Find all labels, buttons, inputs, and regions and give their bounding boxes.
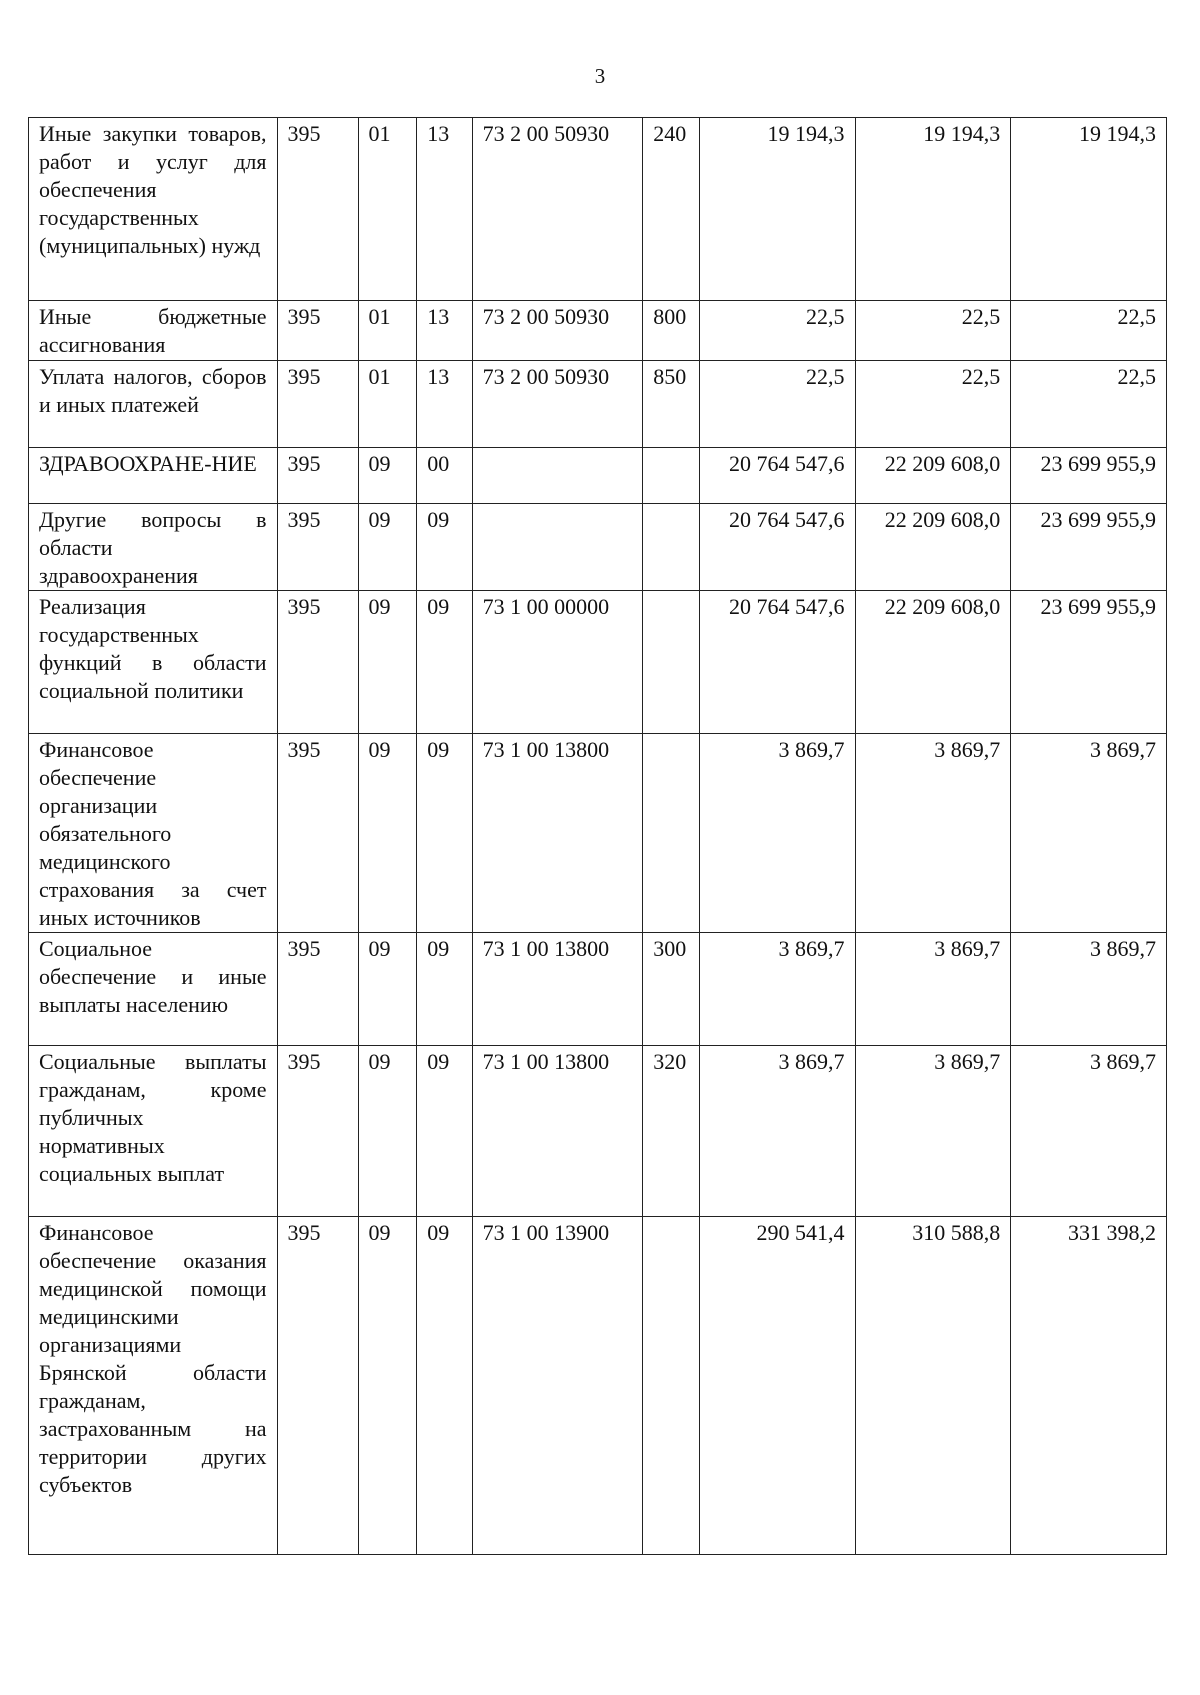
grbs-code: 395 [277,734,358,933]
subsection-code: 09 [417,1217,472,1555]
expense-type-code: 300 [643,933,700,1046]
subsection-code: 00 [417,448,472,504]
table-row [29,361,1167,448]
target-article-code: 73 2 00 50930 [472,361,643,448]
amount-year-1: 3 869,7 [699,933,855,1046]
table-row [29,448,1167,504]
target-article-code [472,504,643,591]
table-row [29,504,1167,591]
amount-year-2: 3 869,7 [855,734,1011,933]
amount-year-3: 3 869,7 [1011,933,1167,1046]
amount-year-1: 20 764 547,6 [699,591,855,734]
target-article-code: 73 1 00 13800 [472,734,643,933]
item-name: Финансовое обеспечение оказания медицинской помощи медицинскими организациями Брянской области гражданам, застрахованным на территории других субъектов [29,1217,278,1555]
grbs-code: 395 [277,504,358,591]
amount-year-2: 22,5 [855,301,1011,361]
item-name: Другие вопросы в области здравоохранения [29,504,278,591]
grbs-code: 395 [277,1217,358,1555]
target-article-code: 73 1 00 00000 [472,591,643,734]
section-code: 09 [358,1046,417,1217]
item-name: Иные закупки товаров, работ и услуг для обеспечения государственных (муниципальных) нужд [29,118,278,301]
expense-type-code: 320 [643,1046,700,1217]
amount-year-1: 19 194,3 [699,118,855,301]
amount-year-3: 23 699 955,9 [1011,448,1167,504]
target-article-code [472,448,643,504]
expense-type-code [643,448,700,504]
subsection-code: 09 [417,591,472,734]
grbs-code: 395 [277,301,358,361]
item-name: Реализация государственных функций в области социальной политики [29,591,278,734]
item-name: Социальные выплаты гражданам, кроме публичных нормативных социальных выплат [29,1046,278,1217]
grbs-code: 395 [277,1046,358,1217]
table-row [29,1046,1167,1217]
section-code: 09 [358,504,417,591]
table-row [29,118,1167,301]
amount-year-3: 23 699 955,9 [1011,504,1167,591]
target-article-code: 73 1 00 13800 [472,1046,643,1217]
section-code: 01 [358,118,417,301]
section-code: 01 [358,361,417,448]
amount-year-3: 331 398,2 [1011,1217,1167,1555]
amount-year-2: 310 588,8 [855,1217,1011,1555]
amount-year-3: 22,5 [1011,361,1167,448]
target-article-code: 73 2 00 50930 [472,118,643,301]
grbs-code: 395 [277,448,358,504]
item-name: Иные бюджетные ассигнования [29,301,278,361]
table-row [29,301,1167,361]
amount-year-2: 22 209 608,0 [855,591,1011,734]
expense-type-code [643,734,700,933]
item-name: Социальное обеспечение и иные выплаты населению [29,933,278,1046]
amount-year-1: 20 764 547,6 [699,448,855,504]
subsection-code: 09 [417,504,472,591]
budget-table [28,117,1167,1555]
table-row [29,1217,1167,1555]
item-name: ЗДРАВООХРАНЕ-НИЕ [29,448,278,504]
table-row [29,591,1167,734]
section-code: 09 [358,933,417,1046]
section-code: 09 [358,448,417,504]
item-name: Финансовое обеспечение организации обязательного медицинского страхования за счет иных источников [29,734,278,933]
table-row [29,734,1167,933]
grbs-code: 395 [277,933,358,1046]
amount-year-3: 23 699 955,9 [1011,591,1167,734]
table-row [29,933,1167,1046]
amount-year-3: 19 194,3 [1011,118,1167,301]
expense-type-code [643,504,700,591]
amount-year-1: 22,5 [699,301,855,361]
expense-type-code: 850 [643,361,700,448]
subsection-code: 13 [417,361,472,448]
target-article-code: 73 2 00 50930 [472,301,643,361]
section-code: 09 [358,1217,417,1555]
section-code: 09 [358,734,417,933]
amount-year-2: 19 194,3 [855,118,1011,301]
amount-year-3: 3 869,7 [1011,1046,1167,1217]
amount-year-3: 22,5 [1011,301,1167,361]
target-article-code: 73 1 00 13800 [472,933,643,1046]
amount-year-1: 3 869,7 [699,1046,855,1217]
grbs-code: 395 [277,591,358,734]
target-article-code: 73 1 00 13900 [472,1217,643,1555]
section-code: 09 [358,591,417,734]
expense-type-code [643,1217,700,1555]
grbs-code: 395 [277,361,358,448]
expense-type-code: 800 [643,301,700,361]
item-name: Уплата налогов, сборов и иных платежей [29,361,278,448]
amount-year-2: 3 869,7 [855,1046,1011,1217]
expense-type-code: 240 [643,118,700,301]
subsection-code: 13 [417,118,472,301]
amount-year-3: 3 869,7 [1011,734,1167,933]
amount-year-1: 20 764 547,6 [699,504,855,591]
subsection-code: 09 [417,933,472,1046]
subsection-code: 13 [417,301,472,361]
grbs-code: 395 [277,118,358,301]
amount-year-2: 3 869,7 [855,933,1011,1046]
amount-year-2: 22 209 608,0 [855,448,1011,504]
amount-year-1: 22,5 [699,361,855,448]
section-code: 01 [358,301,417,361]
subsection-code: 09 [417,734,472,933]
amount-year-1: 290 541,4 [699,1217,855,1555]
subsection-code: 09 [417,1046,472,1217]
amount-year-2: 22,5 [855,361,1011,448]
amount-year-1: 3 869,7 [699,734,855,933]
expense-type-code [643,591,700,734]
page-number: 3 [594,64,606,88]
amount-year-2: 22 209 608,0 [855,504,1011,591]
